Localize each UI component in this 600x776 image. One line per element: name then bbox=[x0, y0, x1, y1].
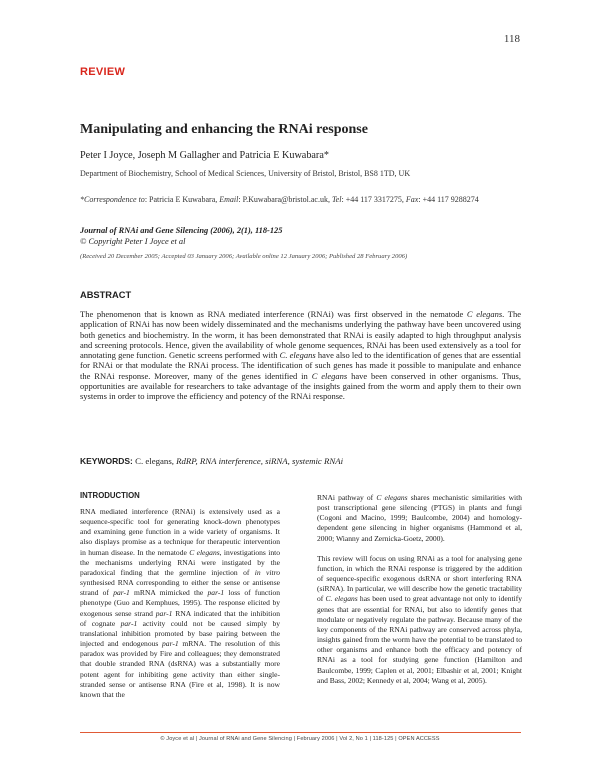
intro-paragraph bbox=[80, 507, 280, 700]
abstract-text: . The application of RNAi has now been widely disseminated and the mechanisms underlying the pathway have been uncovered using both genetics and biochemistry. In the worm, it has been demonstrated that RNAi is easily adapted to high throughput analysis and screening protocols. Hence, given the availability of whole genome sequences, RNAi has been used extensively as a tool for annotating gene function. Genetic screens performed with bbox=[80, 309, 521, 361]
section-tag: REVIEW bbox=[80, 66, 126, 78]
species-name: C. elegans bbox=[325, 594, 358, 604]
gene-name: par-1 bbox=[120, 618, 138, 628]
intro-left-column bbox=[80, 507, 280, 710]
email-label: Email bbox=[219, 195, 239, 204]
italic-term: in vitro bbox=[254, 567, 280, 577]
abstract-text: The phenomenon that is known as RNA mediated interference (RNAi) was first observed in the nematode bbox=[80, 309, 467, 319]
body-text: shares mechanistic similarities with post transcriptional gene silencing (PTGS) in plants and fungi (Cogoni and Macino, 1999; Baulcombe, 2004) and homology-dependent gene silencing in higher organisms (Hammond et al, 2000; Wianny and Zernicka-Goetz, 2000). bbox=[317, 493, 522, 543]
keyword-list: , RdRP, RNA interference, siRNA, systemic RNAi bbox=[171, 456, 344, 466]
species-name: C elegans bbox=[376, 493, 408, 502]
keyword-first: C. elegans bbox=[135, 456, 172, 466]
gene-name: par-1 bbox=[155, 608, 173, 618]
body-text: synthesised RNA corresponding to either the sense or antisense strand of bbox=[80, 578, 280, 598]
body-text: This review will focus on using RNAi as a tool for analysing gene function, in which the RNAi response is triggered by the addition of sequence-specific exogenous dsRNA or short interfering RNA (siRNA). In particular, we will describe how the genetic tractability of bbox=[317, 553, 522, 604]
journal-citation: Journal of RNAi and Gene Silencing (2006), 2(1), 118-125 bbox=[80, 226, 283, 235]
page-number: 118 bbox=[503, 33, 520, 45]
body-text: mRNA. The resolution of this paradox was provided by Fire and colleagues; they demonstrated that double stranded RNA (dsRNA) was a substantially more potent agent for inhibiting gene activity than either single-stranded sense or antisense RNA (Fire et al, 1998). It is now known that the bbox=[80, 639, 280, 699]
gene-name: par-1 bbox=[113, 588, 130, 598]
author-list: Peter I Joyce, Joseph M Gallagher and Patricia E Kuwabara* bbox=[80, 150, 329, 161]
copyright-line: © Copyright Peter I Joyce et al bbox=[80, 237, 186, 246]
species-name: C elegans bbox=[466, 309, 503, 319]
gene-name: par-1 bbox=[162, 639, 179, 649]
correspondence-name: Patricia E Kuwabara bbox=[149, 195, 216, 204]
body-text: RNA indicated that the inhibition of cognate bbox=[80, 608, 280, 628]
publication-dates: (Received 20 December 2005; Accepted 03 January 2006; Available online 12 January 2006; Published 28 February 2006) bbox=[80, 253, 408, 260]
species-name: C. elegans bbox=[279, 350, 316, 361]
abstract-heading: ABSTRACT bbox=[80, 290, 132, 300]
body-text: , investigations into the mechanisms underlying RNAi were instigated by the paradoxical finding that the germline injection of bbox=[80, 547, 280, 577]
introduction-heading: INTRODUCTION bbox=[80, 491, 140, 500]
affiliation: Department of Biochemistry, School of Medical Sciences, University of Bristol, Bristol, BS8 1TD, UK bbox=[80, 169, 411, 178]
keywords bbox=[80, 456, 343, 466]
keywords-label: KEYWORDS: bbox=[80, 456, 133, 466]
journal-citation-block bbox=[80, 225, 282, 247]
gene-name: par-1 bbox=[207, 588, 225, 598]
fax-label: Fax bbox=[405, 195, 419, 204]
intro-right-column bbox=[317, 493, 522, 696]
tel-number: +44 117 3317275 bbox=[345, 195, 402, 204]
abstract-text: have been conserved in other organisms. Thus, opportunities are available for researchers to take advantage of the insights gained from the worm and apply them to their own systems in order to improve the efficiency and potency of the RNAi response. bbox=[80, 370, 521, 402]
fax-number: +44 117 9288274 bbox=[422, 195, 479, 204]
footer-divider bbox=[80, 732, 521, 733]
abstract-body bbox=[80, 309, 521, 402]
correspondence: *Correspondence to: Patricia E Kuwabara, Email: P.Kuwabara@bristol.ac.uk, Tel: +44 117 3317275, Fax: +44 117 9288274 bbox=[80, 195, 479, 204]
body-text: RNAi pathway of bbox=[317, 493, 377, 502]
intro-paragraph bbox=[317, 554, 522, 686]
abstract-text: have also led to the identification of genes that are essential for RNAi or that modulate the RNAi process. The identification of such genes has made it possible to manipulate and enhance the RNAi response. Moreover, many of the genes identified in bbox=[80, 350, 521, 381]
body-text: mRNA mimicked the bbox=[129, 588, 208, 598]
species-name: C elegans bbox=[311, 370, 348, 381]
body-text: loss of function phenotype (Guo and Kemphues, 1995). The response elicited by exogenous sense strand bbox=[80, 588, 280, 618]
page-footer: © Joyce et al | Journal of RNAi and Gene Silencing | February 2006 | Vol 2, No 1 | 118-125 | OPEN ACCESS bbox=[160, 736, 440, 742]
email-address[interactable]: P.Kuwabara@bristol.ac.uk bbox=[242, 195, 328, 204]
article-title: Manipulating and enhancing the RNAi response bbox=[80, 122, 368, 137]
body-text: RNA mediated interference (RNAi) is extensively used as a sequence-specific tool for generating knock-down phenotypes and examining gene function in a wide variety of organisms. It also displays promise as a technique for therapeutic intervention in human disease. In the nematode bbox=[80, 507, 280, 557]
species-name: C elegans bbox=[189, 547, 220, 557]
tel-label: Tel bbox=[331, 195, 342, 204]
intro-paragraph bbox=[317, 493, 522, 544]
body-text: has been used to great advantage not only to identify genes that are essential for RNAi, but also to identify genes that modulate or negatively regulate the pathway. Because many of the key components of the RNAi pathway are conserved across phyla, insights gained from the worm have the potential to be translated to other organisms and enhance both the efficacy and potency of RNAi as a tool for studying gene function (Hamilton and Baulcombe, 1999; Caplen et al, 2001; Elbashir et al, 2001; Knight and Bass, 2002; Kennedy et al, 2004; Wang et al, 2005). bbox=[317, 594, 522, 685]
correspondence-label: *Correspondence to bbox=[80, 195, 145, 204]
body-text: activity could not be caused simply by translational inhibition promoted by base pairing between the injected and endogenous bbox=[80, 618, 280, 649]
